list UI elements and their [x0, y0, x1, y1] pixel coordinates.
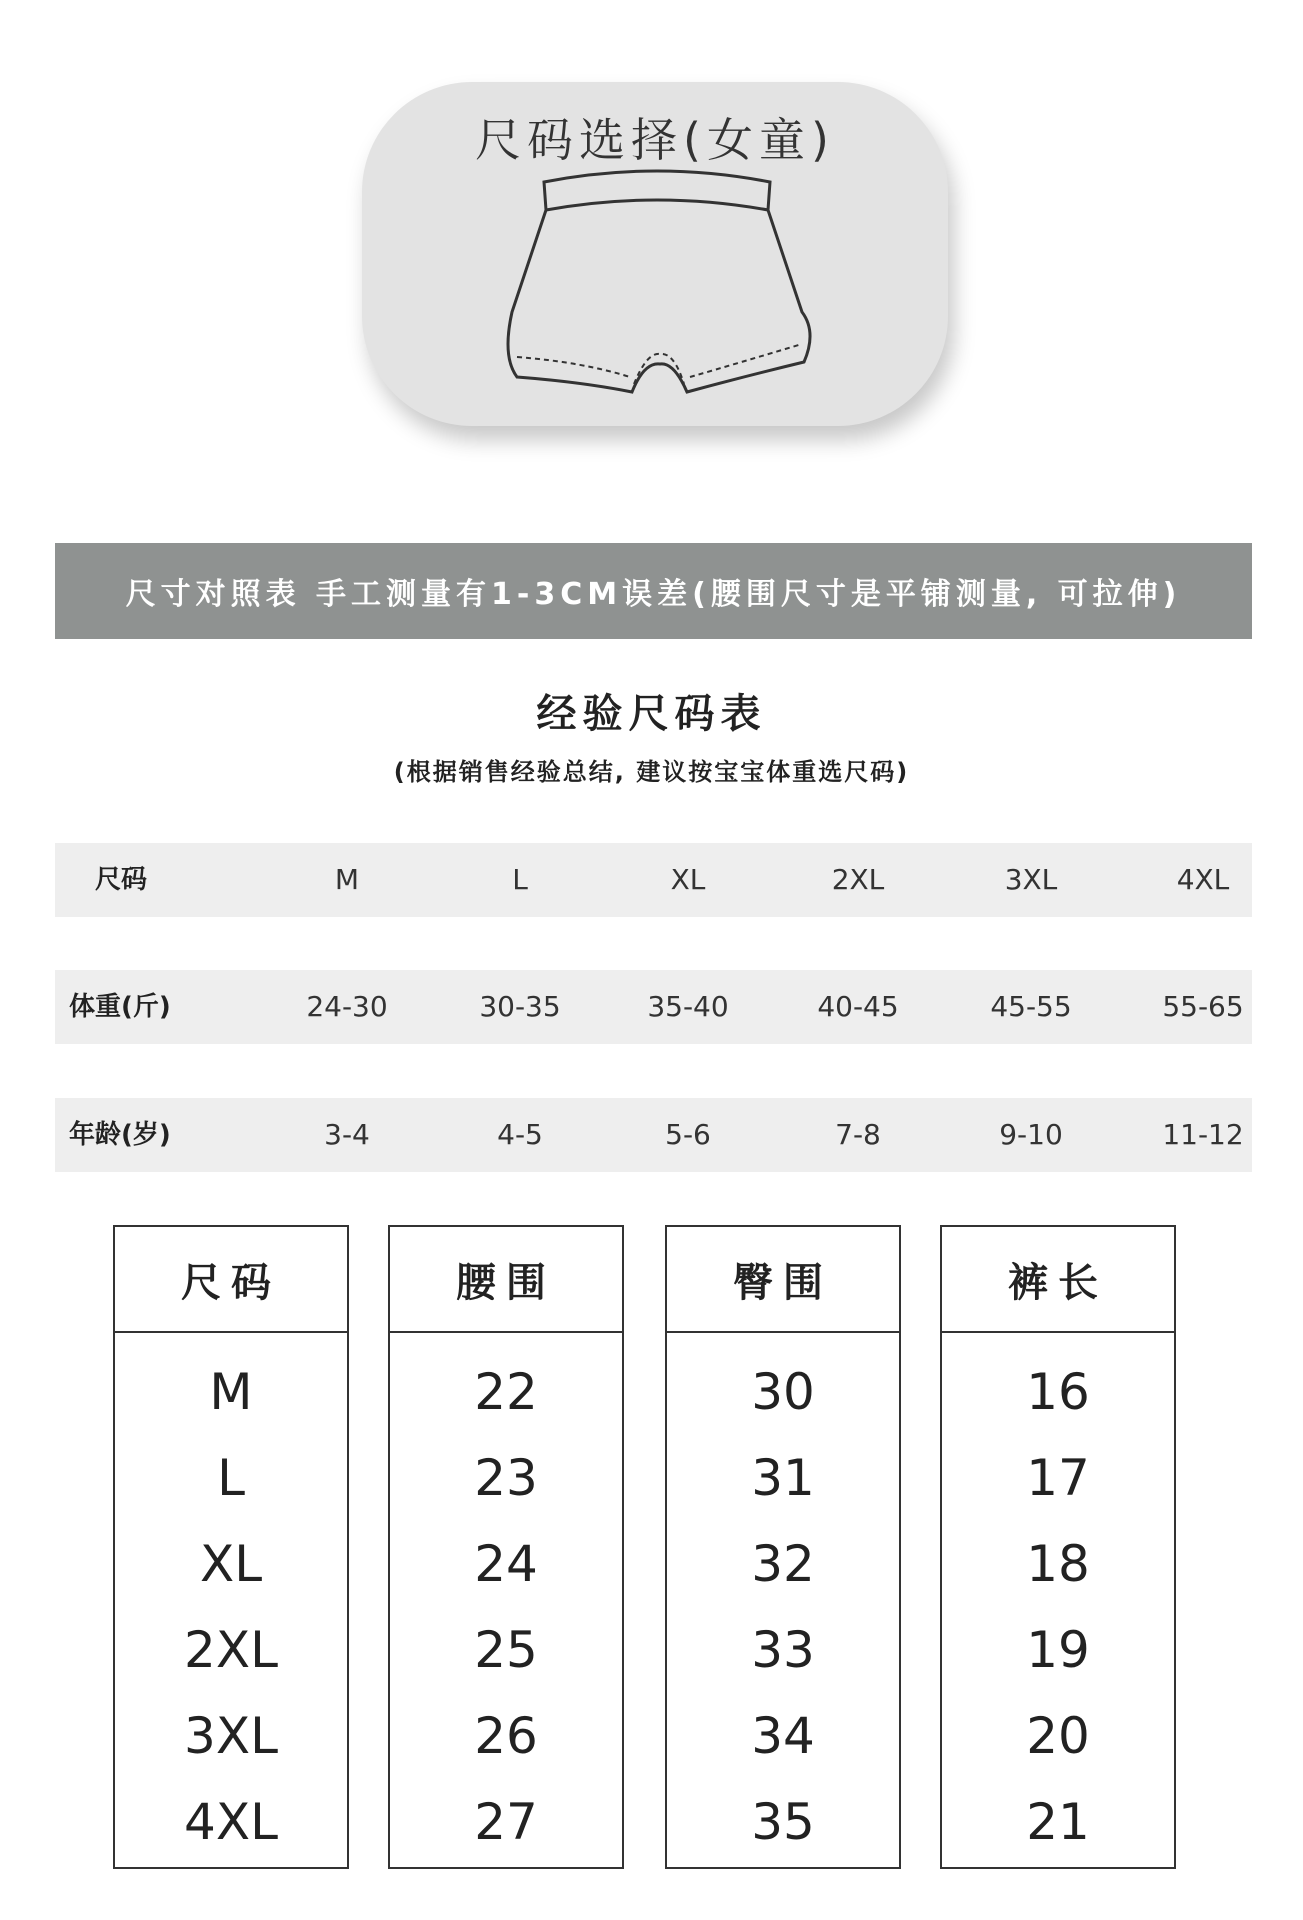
table-value: 35	[751, 1793, 815, 1851]
table-value: 30	[751, 1363, 815, 1421]
exp-row-weight	[55, 970, 1252, 1044]
table-value: 26	[474, 1707, 538, 1765]
table-header: 臀围	[667, 1227, 899, 1333]
length-table	[940, 1225, 1176, 1869]
table-header: 尺码	[115, 1227, 347, 1333]
table-value: 32	[751, 1535, 815, 1593]
cell: M	[334, 863, 360, 896]
table-value: 21	[1026, 1793, 1090, 1851]
table-value: 31	[751, 1449, 815, 1507]
table-value: 17	[1026, 1449, 1090, 1507]
table-value: 2XL	[184, 1621, 278, 1679]
exp-row-age	[55, 1098, 1252, 1172]
cell: 11-12	[1162, 1118, 1244, 1151]
cell: 4XL	[1176, 863, 1230, 896]
table-value: 23	[474, 1449, 538, 1507]
table-value: 34	[751, 1707, 815, 1765]
exp-row-size	[55, 843, 1252, 917]
cell: 55-65	[1162, 990, 1244, 1023]
row-label: 尺码	[95, 865, 148, 895]
table-value: 33	[751, 1621, 815, 1679]
table-value: 18	[1026, 1535, 1090, 1593]
cell: 5-6	[665, 1118, 711, 1151]
table-value: 16	[1026, 1363, 1090, 1421]
cell: 3XL	[1004, 863, 1058, 896]
hip-table	[665, 1225, 901, 1869]
table-value: XL	[199, 1535, 263, 1593]
row-label: 年龄(岁)	[69, 1120, 171, 1150]
hero-title: 尺码选择(女童)	[475, 113, 835, 167]
hero-card	[362, 82, 948, 426]
table-value: L	[217, 1449, 245, 1507]
cell: 3-4	[324, 1118, 370, 1151]
table-value: 25	[474, 1621, 538, 1679]
table-value: 27	[474, 1793, 538, 1851]
cell: 9-10	[999, 1118, 1063, 1151]
table-header: 裤长	[942, 1227, 1174, 1333]
waist-table	[388, 1225, 624, 1869]
cell: 4-5	[497, 1118, 543, 1151]
shorts-icon	[492, 162, 822, 402]
experience-chart-subtitle: (根据销售经验总结, 建议按宝宝体重选尺码)	[393, 758, 910, 786]
cell: 2XL	[831, 863, 885, 896]
cell: XL	[670, 863, 706, 896]
cell: L	[512, 863, 528, 896]
cell: 30-35	[479, 990, 561, 1023]
row-label: 体重(斤)	[69, 992, 171, 1022]
size-table	[113, 1225, 349, 1869]
table-value: M	[209, 1363, 253, 1421]
experience-chart-title: 经验尺码表	[536, 691, 767, 737]
table-value: 19	[1026, 1621, 1090, 1679]
size-banner: 尺寸对照表 手工测量有1-3CM误差(腰围尺寸是平铺测量, 可拉伸)	[55, 543, 1252, 639]
table-value: 4XL	[184, 1793, 278, 1851]
table-value: 24	[474, 1535, 538, 1593]
cell: 24-30	[306, 990, 388, 1023]
table-header: 腰围	[390, 1227, 622, 1333]
table-value: 22	[474, 1363, 538, 1421]
cell: 45-55	[990, 990, 1072, 1023]
cell: 35-40	[647, 990, 729, 1023]
table-value: 20	[1026, 1707, 1090, 1765]
table-value: 3XL	[184, 1707, 278, 1765]
cell: 7-8	[835, 1118, 881, 1151]
cell: 40-45	[817, 990, 899, 1023]
